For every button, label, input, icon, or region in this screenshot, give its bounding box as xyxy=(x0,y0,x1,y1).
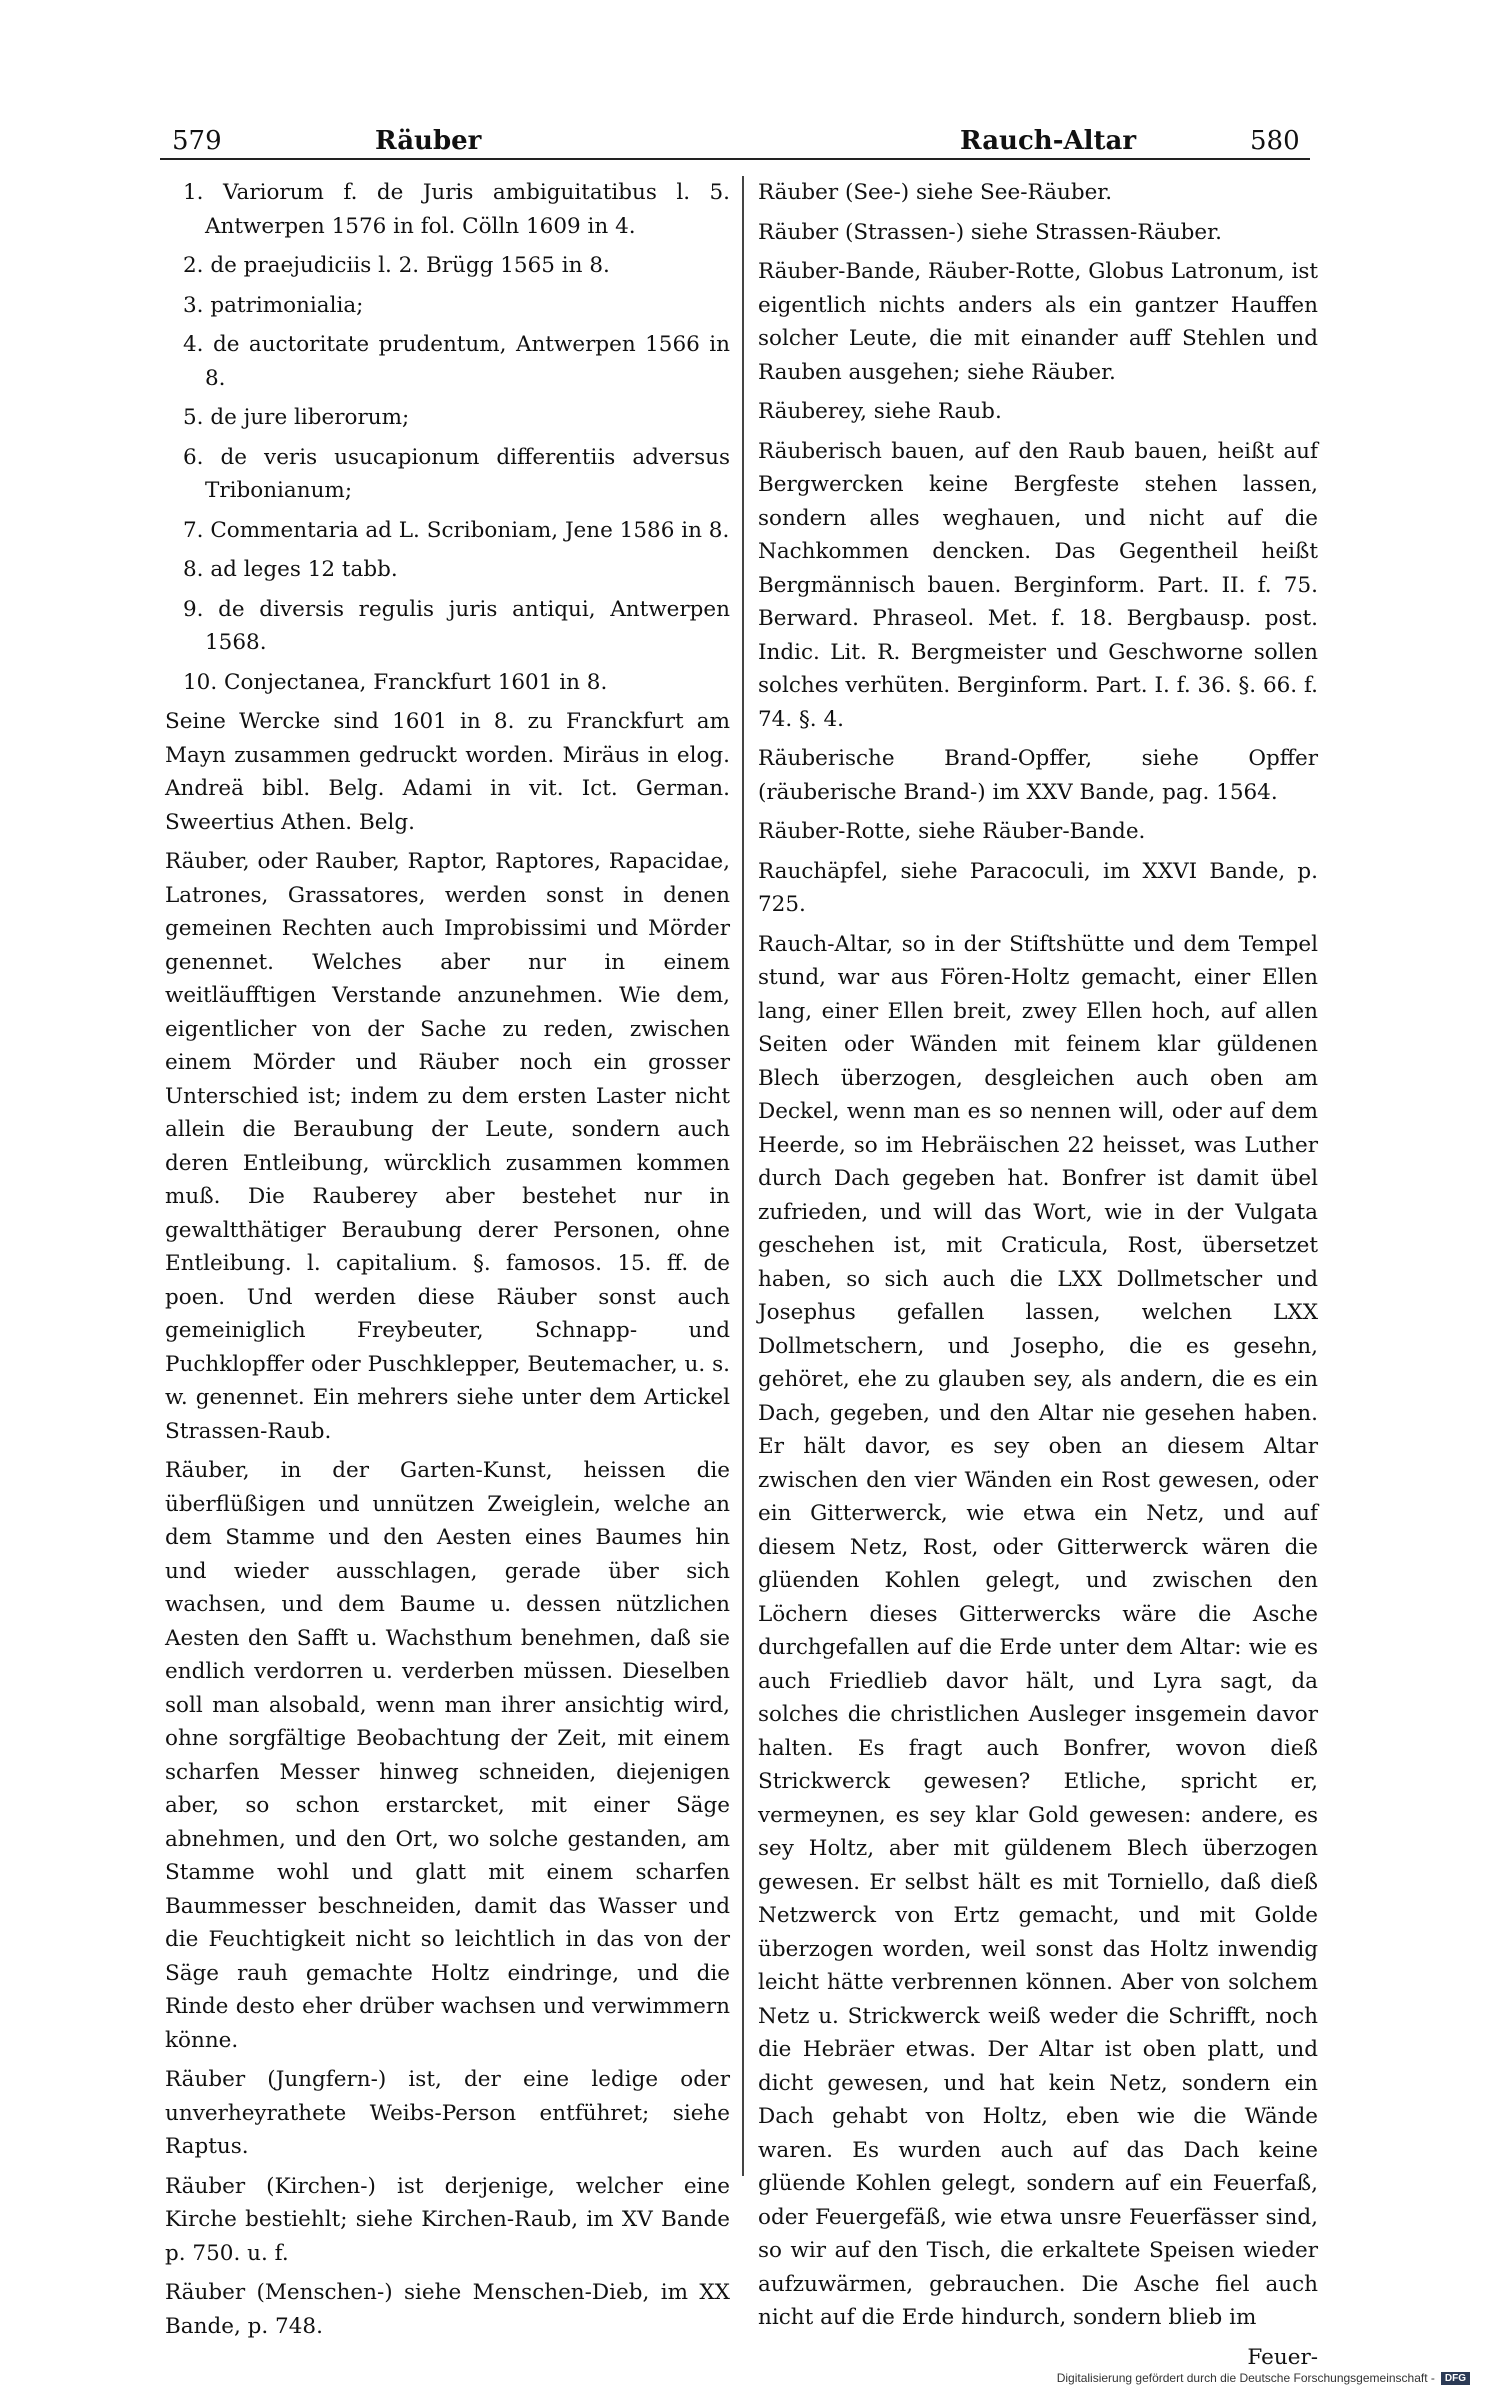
entry-rauch-altar: Rauch-Altar, so in der Stiftshütte und dem Tempel stund, war aus Fören-Holtz gemacht, einer Ellen lang, einer Ellen breit, zwey Ellen hoch, auf allen Seiten oder Wänden mit feinem klar güldenen Blech überzogen, desgleichen auch oben am Deckel, wenn man es so nennen will, oder auf dem Heerde, so im Hebräischen 22 heisset, was Luther durch Dach gegeben hat. Bonfrer ist damit übel zufrieden, und will das Wort, wie in der Vulgata geschehen ist, mit Craticula, Rost, übersetzet haben, so sich auch die LXX Dollmetscher und Josephus gefallen lassen, welchen LXX Dollmetschern, und Josepho, die es gesehn, gehöret, ehe zu glauben sey, als andern, die es ein Dach, gegeben, und den Altar nie gesehen haben. Er hält davor, es sey oben an diesem Altar zwischen den vier Wänden ein Rost gewesen, oder ein Gitterwerck, wie etwa ein Netz, und auf diesem Netz, Rost, oder Gitterwerck wären die glüenden Kohlen gelegt, und zwischen den Löchern dieses Gitterwercks wäre die Asche durchgefallen auf die Erde unter dem Altar: wie es auch Friedlieb davor hält, und Lyra sagt, da solches die christlichen Ausleger insgemein davor halten. Es fragt auch Bonfrer, wovon dieß Strickwerck gewesen? Etliche, spricht er, vermeynen, es sey klar Gold gewesen: andere, es sey Holtz, aber mit güldenem Blech überzogen gewesen. Er selbst hält es mit Torniello, daß dieß Netzwerck von Ertz gemacht, und mit Golde überzogen worden, weil sonst das Holtz inwendig leicht hätte verbrennen können. Aber von solchem Netz u. Strickwerck weiß weder die Schrifft, noch die Hebräer etwas. Der Altar ist oben platt, und dicht gewesen, und hat kein Netz, sondern ein Dach gehabt von Holtz, eben wie die Wände waren. Es wurden auch auf das Dach keine glüende Kohlen gelegt, sondern auf ein Feuerfaß, oder Feuergefäß, wie etwa unsre Feuerfässer sind, so wir auf den Tisch, die erkaltete Speisen wieder aufzuwärmen, gebrauchen. Die Asche fiel auch nicht auf die Erde hindurch, sondern blieb im xyxy=(758,931,1318,2330)
list-item: 9. de diversis regulis juris antiqui, Antwerpen 1568. xyxy=(183,596,730,655)
page xyxy=(150,118,1318,2370)
list-item: 4. de auctoritate prudentum, Antwerpen 1566 in 8. xyxy=(183,332,730,391)
entry-raeuber-kirchen: Räuber (Kirchen-) ist derjenige, welcher eine Kirche bestiehlt; siehe Kirchen-Raub, im XV Bande p. 750. u. f. xyxy=(165,2173,730,2266)
footer-text: Digitalisierung gefördert durch die Deutsche Forschungsgemeinschaft - xyxy=(1056,2371,1435,2385)
entry-raeuber-rotte: Räuber-Rotte, siehe Räuber-Bande. xyxy=(758,819,1146,844)
list-item: 3. patrimonialia; xyxy=(183,292,364,318)
dfg-logo: DFG xyxy=(1441,2372,1470,2385)
header-rule xyxy=(160,158,1310,160)
page-number-left: 579 xyxy=(172,126,222,156)
list-item: 7. Commentaria ad L. Scriboniam, Jene 1586 in 8. xyxy=(183,517,730,543)
entry-raeuberisch-bauen: Räuberisch bauen, auf den Raub bauen, heißt auf Bergwercken keine Bergfeste stehen lassen, sondern alles weghauen, und nicht auf die Nachkommen dencken. Das Gegentheil heißt Bergmännisch bauen. Berginform. Part. II. f. 75. Berward. Phraseol. Met. f. 18. Bergbausp. post. Indic. Lit. R. Bergmeister und Geschworne sollen solches verhüten. Berginform. Part. I. f. 36. §. 66. f. 74. §. 4. xyxy=(758,438,1318,732)
entry-raeuber: Räuber, oder Rauber, Raptor, Raptores, Rapacidae, Latrones, Grassatores, werden sonst in denen gemeinen Rechten auch Improbissimi und Mörder genennet. Welches aber nur in einem weitläufftigen Verstande anzunehmen. Wie dem, eigentlicher von der Sache zu reden, zwischen einem Mörder und Räuber noch ein grosser Unterschied ist; indem zu dem ersten Laster nicht allein die Beraubung der Leute, sondern auch deren Entleibung, würcklich zusammen kommen muß. Die Rauberey aber bestehet nur in gewaltthätiger Beraubung derer Personen, ohne Entleibung. l. capitalium. §. famosos. 15. ff. de poen. Und werden diese Räuber sonst auch gemeiniglich Freybeuter, Schnapp- und Puchklopffer oder Puschklepper, Beutemacher, u. s. w. genennet. Ein mehrers siehe unter dem Artickel Strassen-Raub. xyxy=(165,849,730,1444)
entry-raeuber-menschen: Räuber (Menschen-) siehe Menschen-Dieb, im XX Bande, p. 748. xyxy=(165,2280,730,2339)
paragraph: Seine Wercke sind 1601 in 8. zu Franckfurt am Mayn zusammen gedruckt worden. Miräus in elog. Andreä bibl. Belg. Adami in vit. Ict. German. Sweertius Athen. Belg. xyxy=(165,709,730,835)
entry-raeuber-garten: Räuber, in der Garten-Kunst, heissen die überflüßigen und unnützen Zweiglein, welche an dem Stamme und den Aesten eines Baumes hin und wieder ausschlagen, gerade über sich wachsen, und dem Baume u. dessen nützlichen Aesten den Safft u. Wachsthum benehmen, daß sie endlich verdorren u. verderben müssen. Dieselben soll man alsobald, wenn man ihrer ansichtig wird, ohne sorgfältige Beobachtung der Zeit, mit einem scharfen Messer hinweg schneiden, diejenigen aber, so schon erstarcket, mit einer Säge abnehmen, und den Ort, wo solche gestanden, am Stamme wohl und glatt mit einem scharfen Baummesser beschneiden, damit das Wasser und die Feuchtigkeit nicht so leichtlich in das von der Säge rauh gemachte Holtz eindringe, und die Rinde desto eher drüber wachsen und verwimmern könne. xyxy=(165,1458,730,2053)
list-item: 6. de veris usucapionum differentiis adversus Tribonianum; xyxy=(183,444,730,503)
entry-raeuber-see: Räuber (See-) siehe See-Räuber. xyxy=(758,180,1113,205)
running-head-right: Rauch-Altar xyxy=(960,126,1137,156)
list-item: 1. Variorum f. de Juris ambiguitatibus l. 5. Antwerpen 1576 in fol. Cölln 1609 in 4. xyxy=(183,180,730,239)
left-column xyxy=(165,176,730,2349)
page-header xyxy=(150,118,1318,164)
entry-raeuber-strassen: Räuber (Strassen-) siehe Strassen-Räuber. xyxy=(758,219,1222,245)
digitization-footer xyxy=(1057,2371,1470,2385)
entry-raeuberey: Räuberey, siehe Raub. xyxy=(758,399,1002,424)
entry-raeuber-bande: Räuber-Bande, Räuber-Rotte, Globus Latronum, ist eigentlich nichts anders als ein gantzer Hauffen solcher Leute, die mit einander auff Stehlen und Rauben ausgehen; siehe Räuber. xyxy=(758,259,1318,385)
entry-brand-opffer: Räuberische Brand-Opffer, siehe Opffer (räuberische Brand-) im XXV Bande, pag. 1564. xyxy=(758,746,1318,805)
column-divider xyxy=(742,176,744,2176)
page-number-right: 580 xyxy=(1250,126,1300,156)
entry-raeuber-jungfern: Räuber (Jungfern-) ist, der eine ledige oder unverheyrathete Weibs-Person entführet; siehe Raptus. xyxy=(165,2067,730,2159)
list-item: 2. de praejudiciis l. 2. Brügg 1565 in 8. xyxy=(183,253,610,278)
list-item: 8. ad leges 12 tabb. xyxy=(183,557,398,582)
catchword: Feuer- xyxy=(1247,2344,1318,2370)
list-item: 5. de jure liberorum; xyxy=(183,405,410,430)
list-item: 10. Conjectanea, Franckfurt 1601 in 8. xyxy=(183,669,608,695)
entry-rauchaepfel: Rauchäpfel, siehe Paracoculi, im XXVI Bande, p. 725. xyxy=(758,858,1318,917)
running-head-left: Räuber xyxy=(375,126,482,156)
right-column xyxy=(758,176,1318,2380)
